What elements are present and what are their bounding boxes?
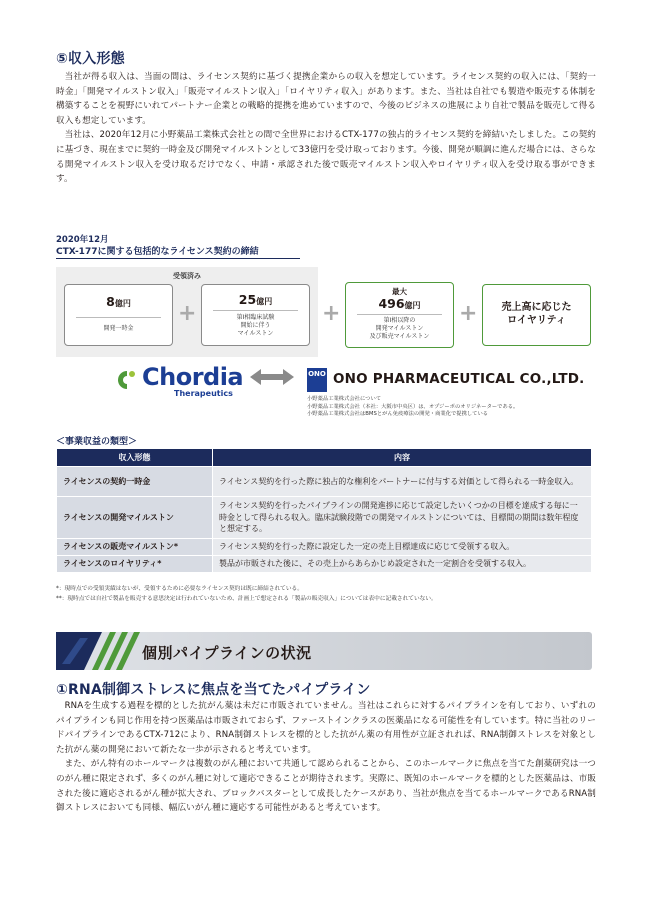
ono-note-2: 小野薬品工業株式会社（本社：大阪市中央区）は、オプジーボのオリジネーターである。 — [307, 403, 519, 410]
chordia-mark-icon — [116, 369, 142, 391]
upfront-amount: 8億円 — [106, 294, 131, 309]
revenue-types-title: ＜事業収益の類型＞ — [56, 437, 138, 447]
table-footnotes — [56, 584, 437, 604]
ono-note-3: 小野薬品工業株式会社はBMSとがん免疫療法の開発・商業化で提携している — [307, 411, 489, 417]
footnote-1: *：現時点での受領実績はないが、受領するために必要なライセンス契約は既に締結されている。 — [56, 586, 303, 592]
revenue-paragraph-2: 当社は、2020年12月に小野薬品工業株式会社との間で全世界におけるCTX-177の独占的ライセンス契約を締結いたしました。この契約に基づき、現在までに契約一時金及び開発マイルストンとして33億円を受け取っております。今後、開発が順調に進んだ場合には、さらなる開発マイルストン収入を受け取るだけでなく、申請・承認された後で販売マイルストン収入やロイヤリティ収入を受け取る事ができます。 — [56, 130, 596, 185]
royalty-line2: ロイヤリティ — [507, 315, 566, 326]
revenue-types-table — [56, 448, 592, 573]
timeline-rule — [56, 258, 300, 259]
rna-paragraph-2: また、がん特有のホールマークは複数のがん種において共通して認められることから、このホールマークに焦点を当てた創薬研究は一つのがん種に限定されず、多くのがん種に対して適応できることが期待されます。実際に、既知のホールマークを標的とした医薬品は、市販された後に適応されるがん種が拡大され、ブロックバスターとして成長したケースがあり、当社が焦点を当てるホールマークであるRNA制御ストレスにおいても同様、幅広いがん種に適応する可能性があると考えています。 — [56, 759, 596, 814]
ono-note-1: 小野薬品工業株式会社について — [307, 396, 382, 402]
table-row — [57, 497, 592, 539]
section-heading-revenue: ⑤収入形態 — [56, 51, 125, 67]
chordia-sub: Therapeutics — [174, 389, 233, 398]
milestones-prefix: 最大 — [392, 287, 407, 296]
chordia-name: Chordia — [142, 363, 244, 391]
banner-stripes-icon — [56, 632, 146, 670]
royalty-line1: 売上高に応じた — [501, 302, 572, 313]
banner-title: 個別パイプラインの状況 — [142, 644, 312, 662]
row-desc: ライセンス契約を行った際に独占的な権利をパートナーに付与する対価として得られる一時金収入。 — [213, 467, 592, 497]
milestones-line3: 及び販売マイルストン — [369, 333, 430, 340]
row-desc: ライセンス契約を行ったパイプラインの開発進捗に応じて設定したいくつかの目標を達成する毎に一時金として得られる収入。臨床試験段階での開発マイルストンについては、目標間の期間は数年程度と想定する。 — [213, 497, 592, 539]
plus-sign: + — [178, 301, 197, 326]
milestones-amount: 496億円 — [378, 296, 421, 311]
box-divider — [357, 314, 443, 315]
table-row — [57, 539, 592, 556]
phase1-line1: 第Ⅰ相臨床試験 — [236, 314, 275, 321]
section-heading-rna: ①RNA制御ストレスに焦点を当てたパイプライン — [56, 682, 371, 698]
payment-box-milestones — [345, 282, 454, 348]
ono-name: ONO PHARMACEUTICAL CO.,LTD. — [333, 371, 585, 387]
double-arrow-icon — [250, 368, 294, 386]
box-divider — [76, 317, 162, 318]
payment-box-royalty — [482, 284, 591, 346]
payment-box-upfront — [64, 284, 173, 346]
row-type: ライセンスの開発マイルストン — [57, 497, 213, 539]
column-header-type: 収入形態 — [57, 449, 213, 467]
upfront-label: 開発一時金 — [103, 325, 134, 332]
row-desc: ライセンス契約を行った際に設定した一定の売上目標達成に応じて受領する収入。 — [213, 539, 592, 556]
table-header-row — [57, 449, 592, 467]
box-divider — [213, 310, 299, 311]
phase1-amount: 25億円 — [238, 292, 273, 307]
row-desc: 製品が市販された後に、その売上からあらかじめ設定された一定割合を受領する収入。 — [213, 556, 592, 573]
milestones-line1: 第Ⅰ相以降の — [383, 317, 416, 324]
footnote-2: **：現時点では自社で製品を販売する意思決定は行われていないため、計画上で想定される「製品の販売収入」については表中に記載されていない。 — [56, 596, 437, 602]
table-row — [57, 467, 592, 497]
row-type: ライセンスの販売マイルストン* — [57, 539, 213, 556]
received-label: 受領済み — [173, 272, 201, 280]
table-row — [57, 556, 592, 573]
ono-notes — [307, 396, 518, 419]
row-type: ライセンスの契約一時金 — [57, 467, 213, 497]
revenue-text — [56, 70, 596, 187]
ono-logo-mark: ONO — [307, 368, 327, 392]
phase1-line3: マイルストン — [237, 330, 274, 337]
milestones-line2: 開発マイルストン — [375, 325, 424, 332]
timeline-date: 2020年12月 — [56, 235, 109, 245]
rna-paragraph-1: RNAを生成する過程を標的とした抗がん薬は未だに市販されていません。当社はこれらに対するパイプラインを有しており、いずれのパイプラインも同じ作用を持つ医薬品は市販されておらず、ファーストインクラスの医薬品になる可能性を有しています。特に当社のリードパイプラインであるCTX-712により、RNA制御ストレスを標的とした抗がん薬の有用性が立証されれば、RNA制御ストレスを対象とした抗がん薬の開発において新たな一歩が示されると考えています。 — [56, 701, 596, 755]
timeline-title: CTX-177に関する包括的なライセンス契約の締結 — [56, 247, 259, 257]
plus-sign: + — [459, 301, 478, 326]
row-type: ライセンスのロイヤリティ* — [57, 556, 213, 573]
revenue-paragraph-1: 当社が得る収入は、当面の間は、ライセンス契約に基づく提携企業からの収入を想定しています。ライセンス契約の収入には、「契約一時金」「開発マイルストン収入」「販売マイルストン収入」「ロイヤリティ収入」があります。また、当社は自社でも製造や販売する体制を構築することを視野にいれてパートナー企業との戦略的提携を進めていますので、今後のビジネスの進展により自社で製品を販売して得る収入も想定しています。 — [56, 72, 596, 126]
rna-text — [56, 699, 596, 816]
plus-sign: + — [322, 301, 341, 326]
payment-box-phase1 — [201, 284, 310, 346]
column-header-content: 内容 — [213, 449, 592, 467]
section-banner — [56, 632, 592, 670]
phase1-line2: 開始に伴う — [240, 322, 271, 329]
